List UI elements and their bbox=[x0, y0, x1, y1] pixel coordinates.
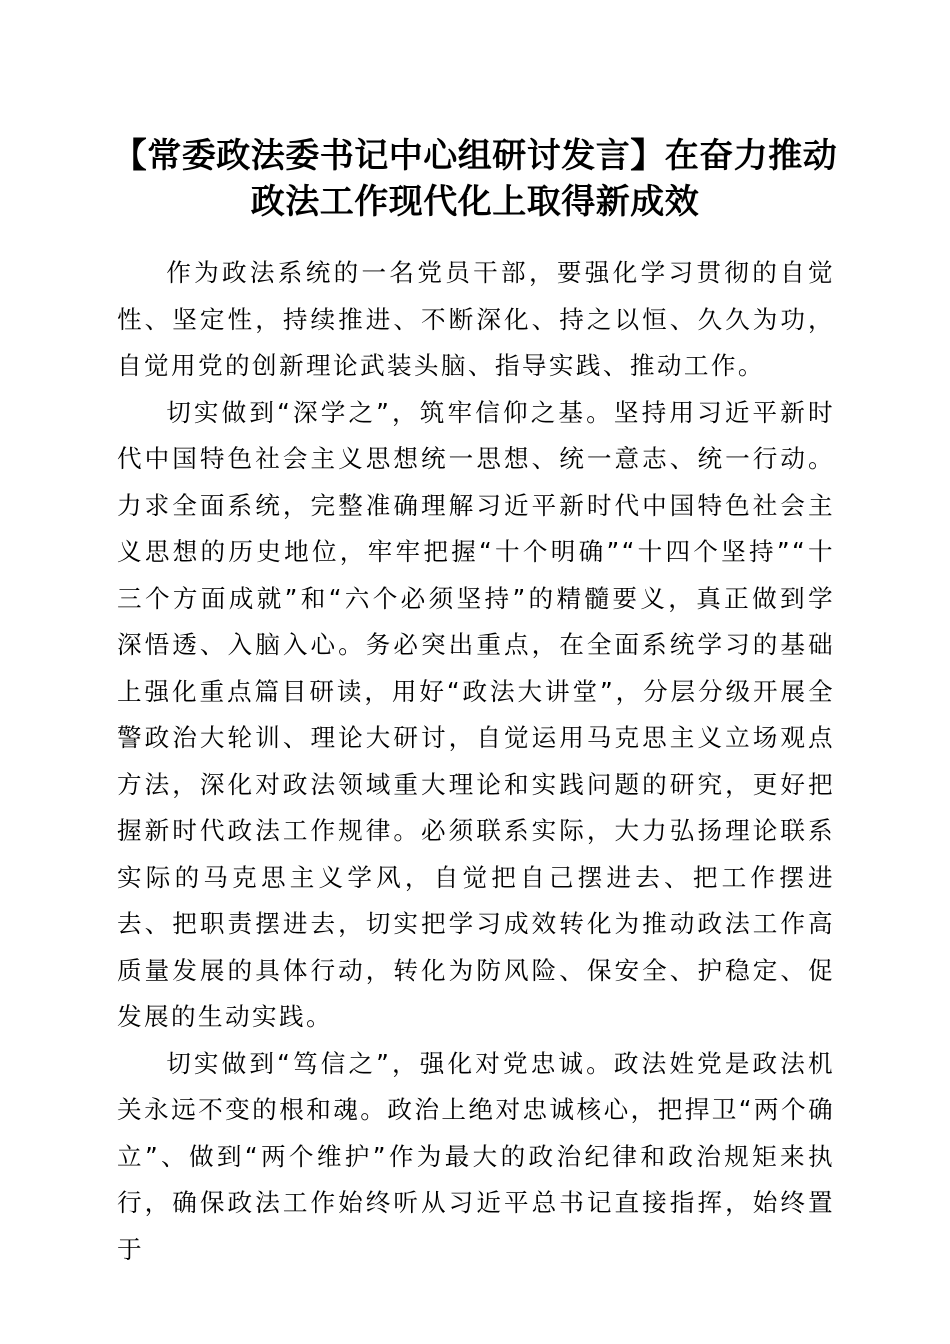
paragraph: 作为政法系统的一名党员干部，要强化学习贯彻的自觉性、坚定性，持续推进、不断深化、持之以恒、久久为功，自觉用党的创新理论武装头脑、指导实践、推动工作。 bbox=[117, 258, 835, 380]
paragraph: 切实做到“深学之”，筑牢信仰之基。坚持用习近平新时代中国特色社会主义思想统一思想、统一意志、统一行动。力求全面系统，完整准确理解习近平新时代中国特色社会主义思想的历史地位，牢牢把握“十个明确”“十四个坚持”“十三个方面成就”和“六个必须坚持”的精髓要义，真正做到学深悟透、入脑入心。务必突出重点，在全面系统学习的基础上强化重点篇目研读，用好“政法大讲堂”，分层分级开展全警政治大轮训、理论大研讨，自觉运用马克思主义立场观点方法，深化对政法领域重大理论和实践问题的研究，更好把握新时代政法工作规律。必须联系实际，大力弘扬理论联系实际的马克思主义学风，自觉把自己摆进去、把工作摆进去、把职责摆进去，切实把学习成效转化为推动政法工作高质量发展的具体行动，转化为防风险、保安全、护稳定、促发展的生动实践。 bbox=[117, 397, 835, 1031]
document-body bbox=[117, 250, 835, 1273]
paragraph: 切实做到“笃信之”，强化对党忠诚。政法姓党是政法机关永远不变的根和魂。政治上绝对忠诚核心，把捍卫“两个确立”、做到“两个维护”作为最大的政治纪律和政治规矩来执行，确保政法工作始终听从习近平总书记直接指挥，始终置于 bbox=[117, 1048, 835, 1264]
document-title: 【常委政法委书记中心组研讨发言】在奋力推动政法工作现代化上取得新成效 bbox=[112, 136, 838, 222]
